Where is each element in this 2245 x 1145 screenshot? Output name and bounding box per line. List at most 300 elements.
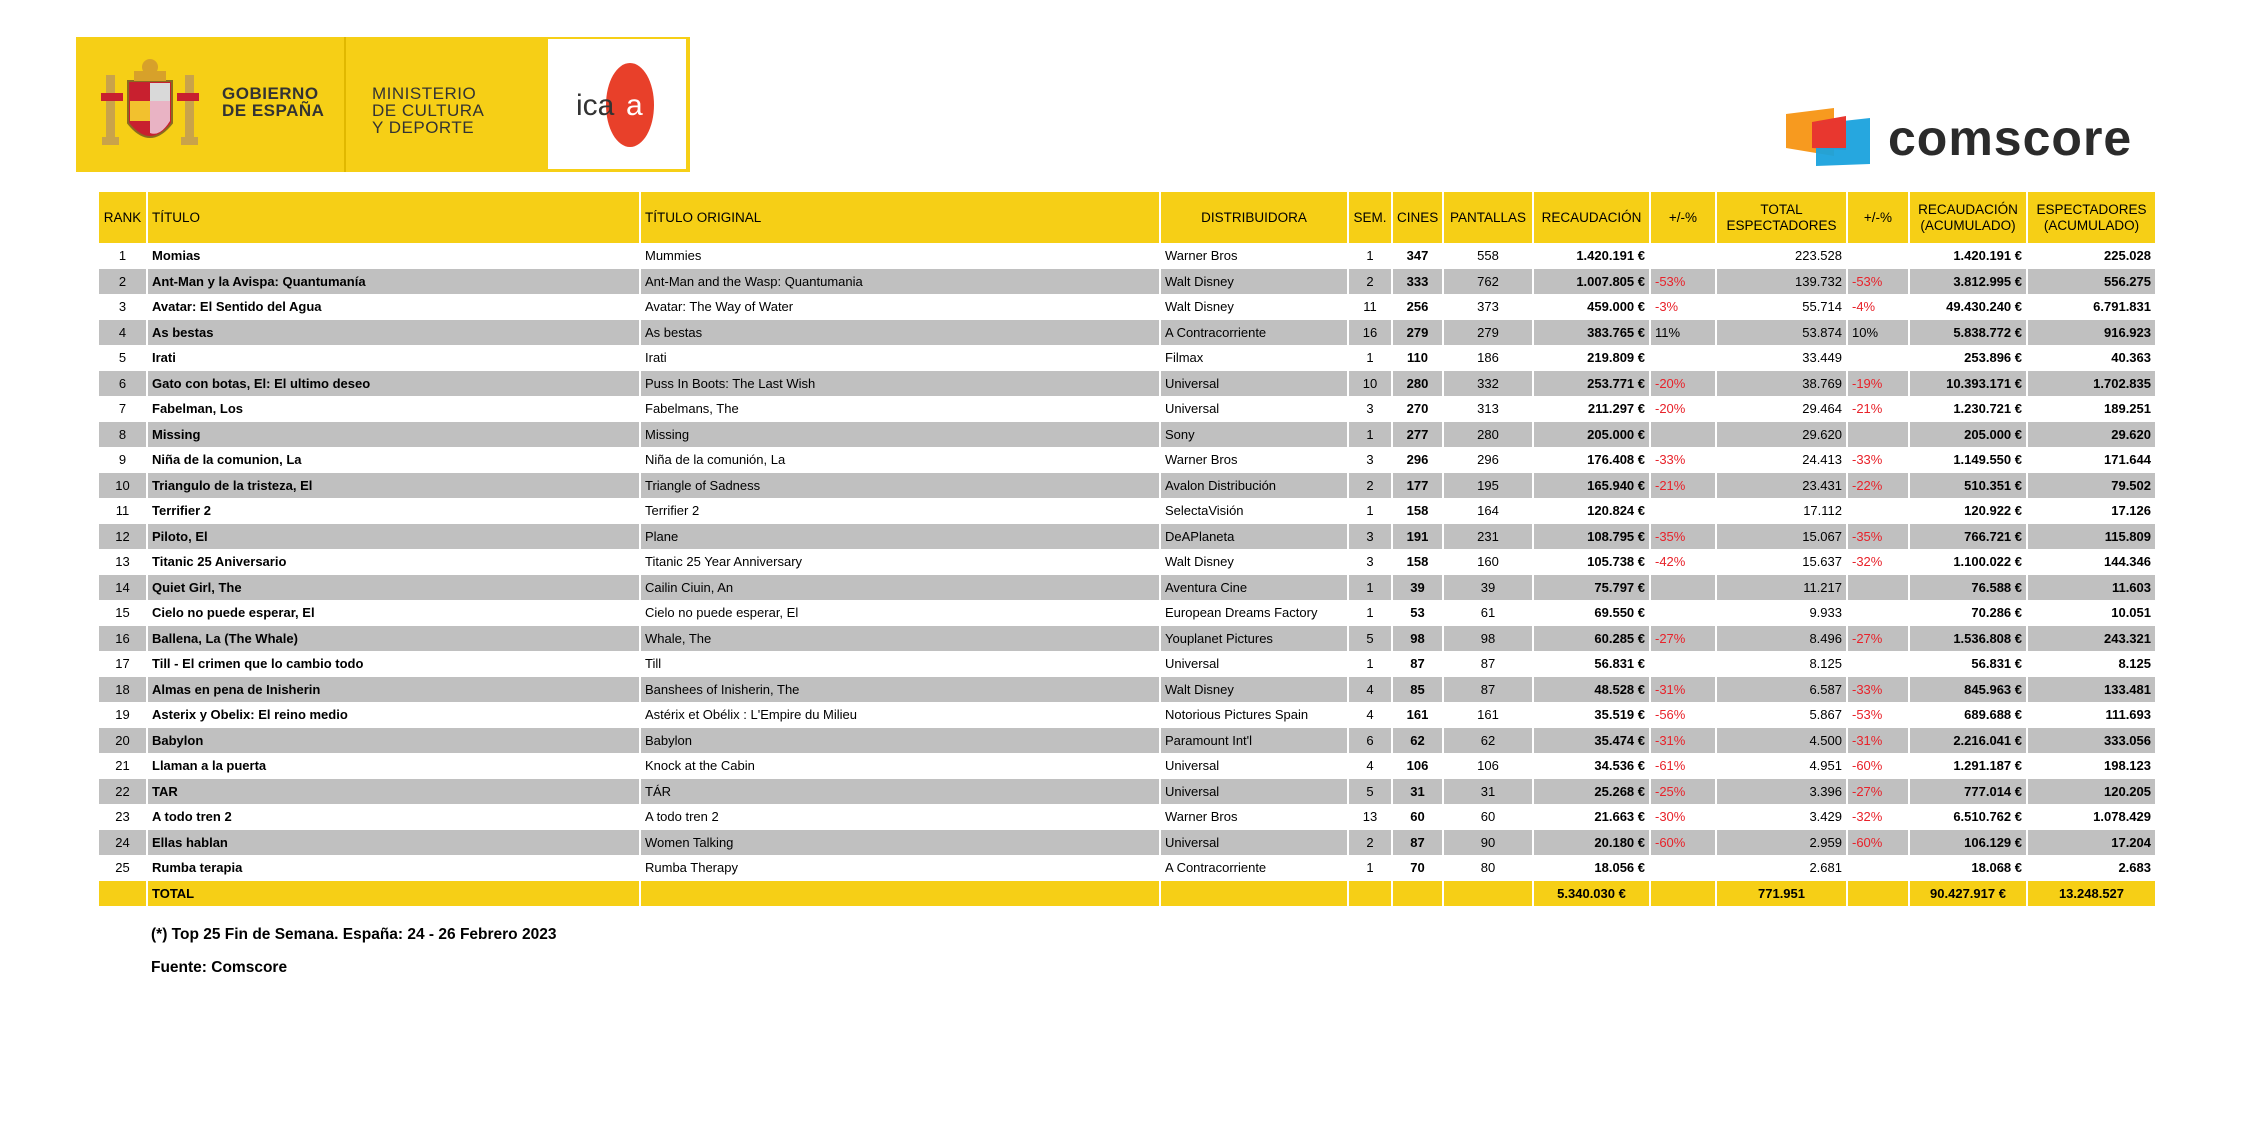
cell-gross: 21.663 € — [1533, 804, 1650, 830]
cell-admissions-change: -32% — [1847, 804, 1909, 830]
cell-gross-cumulative: 70.286 € — [1909, 600, 2027, 626]
table-row — [99, 447, 2156, 473]
cell-distributor: Universal — [1160, 830, 1348, 856]
cell-rank: 11 — [99, 498, 147, 524]
cell-gross-cumulative: 3.812.995 € — [1909, 269, 2027, 295]
cell-cinemas: 270 — [1392, 396, 1443, 422]
cell-weeks: 1 — [1348, 651, 1392, 677]
total-gross: 5.340.030 € — [1533, 881, 1650, 907]
cell-weeks: 1 — [1348, 600, 1392, 626]
cell-weeks: 2 — [1348, 473, 1392, 499]
cell-distributor: A Contracorriente — [1160, 855, 1348, 881]
cell-admissions: 139.732 — [1716, 269, 1847, 295]
cell-gross: 60.285 € — [1533, 626, 1650, 652]
cell-screens: 762 — [1443, 269, 1533, 295]
cell-admissions-cumulative: 243.321 — [2027, 626, 2156, 652]
cell-admissions-cumulative: 2.683 — [2027, 855, 2156, 881]
cell-cinemas: 106 — [1392, 753, 1443, 779]
cell-gross: 69.550 € — [1533, 600, 1650, 626]
total-spacer — [1392, 881, 1443, 907]
cell-screens: 231 — [1443, 524, 1533, 550]
cell-cinemas: 85 — [1392, 677, 1443, 703]
cell-distributor: Walt Disney — [1160, 677, 1348, 703]
cell-cinemas: 277 — [1392, 422, 1443, 448]
total-spacer — [99, 881, 147, 907]
cell-admissions-cumulative: 133.481 — [2027, 677, 2156, 703]
cell-gross: 18.056 € — [1533, 855, 1650, 881]
table-header-row — [99, 192, 2156, 243]
cell-admissions: 17.112 — [1716, 498, 1847, 524]
cell-weeks: 1 — [1348, 345, 1392, 371]
cell-gross: 176.408 € — [1533, 447, 1650, 473]
cell-admissions-cumulative: 6.791.831 — [2027, 294, 2156, 320]
cell-admissions-change — [1847, 855, 1909, 881]
cell-original-title: Cailin Ciuin, An — [640, 575, 1160, 601]
total-row — [99, 881, 2156, 907]
total-spacer — [1847, 881, 1909, 907]
table-row — [99, 575, 2156, 601]
cell-admissions-change — [1847, 345, 1909, 371]
cell-admissions: 3.396 — [1716, 779, 1847, 805]
gobierno-banner — [76, 37, 690, 172]
cell-gross: 211.297 € — [1533, 396, 1650, 422]
cell-gross-cumulative: 5.838.772 € — [1909, 320, 2027, 346]
cell-cinemas: 39 — [1392, 575, 1443, 601]
cell-gross: 25.268 € — [1533, 779, 1650, 805]
cell-weeks: 4 — [1348, 702, 1392, 728]
cell-gross-cumulative: 205.000 € — [1909, 422, 2027, 448]
cell-weeks: 1 — [1348, 855, 1392, 881]
cell-title: Missing — [147, 422, 640, 448]
cell-gross-cumulative: 1.291.187 € — [1909, 753, 2027, 779]
cell-screens: 332 — [1443, 371, 1533, 397]
cell-weeks: 1 — [1348, 243, 1392, 269]
cell-gross-change — [1650, 345, 1716, 371]
cell-title: Ant-Man y la Avispa: Quantumanía — [147, 269, 640, 295]
col-weeks: SEM. — [1348, 192, 1392, 243]
table-row — [99, 549, 2156, 575]
cell-weeks: 1 — [1348, 575, 1392, 601]
cell-distributor: Warner Bros — [1160, 804, 1348, 830]
cell-gross-cumulative: 689.688 € — [1909, 702, 2027, 728]
cell-admissions: 55.714 — [1716, 294, 1847, 320]
cell-cinemas: 177 — [1392, 473, 1443, 499]
cell-gross: 20.180 € — [1533, 830, 1650, 856]
icaa-logo-icon — [572, 57, 664, 149]
cell-admissions-change: -27% — [1847, 779, 1909, 805]
table-row — [99, 753, 2156, 779]
cell-admissions-cumulative: 115.809 — [2027, 524, 2156, 550]
cell-rank: 1 — [99, 243, 147, 269]
cell-admissions-change: -33% — [1847, 677, 1909, 703]
cell-rank: 17 — [99, 651, 147, 677]
cell-screens: 90 — [1443, 830, 1533, 856]
cell-cinemas: 158 — [1392, 498, 1443, 524]
cell-title: Terrifier 2 — [147, 498, 640, 524]
cell-weeks: 4 — [1348, 753, 1392, 779]
cell-admissions-change: -60% — [1847, 830, 1909, 856]
cell-distributor: A Contracorriente — [1160, 320, 1348, 346]
cell-gross-cumulative: 1.230.721 € — [1909, 396, 2027, 422]
cell-screens: 186 — [1443, 345, 1533, 371]
cell-admissions-cumulative: 17.204 — [2027, 830, 2156, 856]
cell-rank: 5 — [99, 345, 147, 371]
cell-gross: 35.474 € — [1533, 728, 1650, 754]
cell-gross-change: -33% — [1650, 447, 1716, 473]
cell-admissions-cumulative: 333.056 — [2027, 728, 2156, 754]
cell-admissions-cumulative: 198.123 — [2027, 753, 2156, 779]
cell-weeks: 13 — [1348, 804, 1392, 830]
cell-distributor: Sony — [1160, 422, 1348, 448]
cell-title: Irati — [147, 345, 640, 371]
cell-title: Llaman a la puerta — [147, 753, 640, 779]
cell-admissions-change: -53% — [1847, 702, 1909, 728]
table-row — [99, 473, 2156, 499]
cell-weeks: 5 — [1348, 779, 1392, 805]
cell-admissions-cumulative: 916.923 — [2027, 320, 2156, 346]
col-admissions: TOTAL ESPECTADORES — [1716, 192, 1847, 243]
cell-weeks: 6 — [1348, 728, 1392, 754]
cell-admissions: 9.933 — [1716, 600, 1847, 626]
cell-gross-change — [1650, 600, 1716, 626]
svg-text:ica: ica — [576, 89, 615, 122]
cell-gross: 120.824 € — [1533, 498, 1650, 524]
cell-admissions: 38.769 — [1716, 371, 1847, 397]
cell-cinemas: 53 — [1392, 600, 1443, 626]
total-spacer — [1348, 881, 1392, 907]
cell-gross-cumulative: 777.014 € — [1909, 779, 2027, 805]
cell-admissions: 3.429 — [1716, 804, 1847, 830]
cell-gross: 108.795 € — [1533, 524, 1650, 550]
svg-text:a: a — [626, 89, 643, 122]
cell-gross-change — [1650, 575, 1716, 601]
cell-gross-change: -25% — [1650, 779, 1716, 805]
cell-admissions: 15.067 — [1716, 524, 1847, 550]
cell-gross-change — [1650, 422, 1716, 448]
cell-rank: 14 — [99, 575, 147, 601]
cell-weeks: 11 — [1348, 294, 1392, 320]
cell-admissions: 53.874 — [1716, 320, 1847, 346]
cell-title: Avatar: El Sentido del Agua — [147, 294, 640, 320]
cell-title: A todo tren 2 — [147, 804, 640, 830]
cell-rank: 12 — [99, 524, 147, 550]
cell-title: As bestas — [147, 320, 640, 346]
cell-gross-change: -3% — [1650, 294, 1716, 320]
cell-gross-cumulative: 76.588 € — [1909, 575, 2027, 601]
cell-gross: 35.519 € — [1533, 702, 1650, 728]
cell-admissions-cumulative: 189.251 — [2027, 396, 2156, 422]
table-row — [99, 677, 2156, 703]
cell-screens: 160 — [1443, 549, 1533, 575]
footnote: (*) Top 25 Fin de Semana. España: 24 - 26 Febrero 2023 — [151, 926, 557, 943]
cell-gross-change — [1650, 855, 1716, 881]
cell-title: Quiet Girl, The — [147, 575, 640, 601]
cell-rank: 4 — [99, 320, 147, 346]
icaa-logo-box — [548, 39, 686, 169]
cell-title: Momias — [147, 243, 640, 269]
cell-gross-change — [1650, 243, 1716, 269]
cell-cinemas: 70 — [1392, 855, 1443, 881]
cell-title: Piloto, El — [147, 524, 640, 550]
cell-original-title: A todo tren 2 — [640, 804, 1160, 830]
cell-screens: 558 — [1443, 243, 1533, 269]
cell-gross-cumulative: 1.100.022 € — [1909, 549, 2027, 575]
cell-distributor: SelectaVisión — [1160, 498, 1348, 524]
cell-gross-cumulative: 510.351 € — [1909, 473, 2027, 499]
cell-original-title: Cielo no puede esperar, El — [640, 600, 1160, 626]
cell-cinemas: 256 — [1392, 294, 1443, 320]
cell-original-title: Rumba Therapy — [640, 855, 1160, 881]
cell-gross-change: -21% — [1650, 473, 1716, 499]
cell-screens: 39 — [1443, 575, 1533, 601]
cell-gross-change: -20% — [1650, 371, 1716, 397]
cell-cinemas: 333 — [1392, 269, 1443, 295]
cell-title: Till - El crimen que lo cambio todo — [147, 651, 640, 677]
cell-title: Cielo no puede esperar, El — [147, 600, 640, 626]
cell-title: Ellas hablan — [147, 830, 640, 856]
cell-distributor: Youplanet Pictures — [1160, 626, 1348, 652]
cell-original-title: Terrifier 2 — [640, 498, 1160, 524]
cell-title: Rumba terapia — [147, 855, 640, 881]
cell-gross-change: -27% — [1650, 626, 1716, 652]
cell-title: Babylon — [147, 728, 640, 754]
cell-gross: 105.738 € — [1533, 549, 1650, 575]
cell-admissions-cumulative: 144.346 — [2027, 549, 2156, 575]
source-note: Fuente: Comscore — [151, 959, 288, 976]
cell-admissions-change: -19% — [1847, 371, 1909, 397]
cell-admissions-change — [1847, 575, 1909, 601]
cell-gross: 75.797 € — [1533, 575, 1650, 601]
cell-gross-change: -61% — [1650, 753, 1716, 779]
cell-screens: 296 — [1443, 447, 1533, 473]
cell-gross: 383.765 € — [1533, 320, 1650, 346]
cell-cinemas: 158 — [1392, 549, 1443, 575]
cell-original-title: Banshees of Inisherin, The — [640, 677, 1160, 703]
col-gross-cumulative: RECAUDACIÓN (ACUMULADO) — [1909, 192, 2027, 243]
table-row — [99, 371, 2156, 397]
cell-original-title: Triangle of Sadness — [640, 473, 1160, 499]
cell-admissions-cumulative: 10.051 — [2027, 600, 2156, 626]
cell-admissions-change: -27% — [1847, 626, 1909, 652]
cell-admissions: 29.464 — [1716, 396, 1847, 422]
table-row — [99, 396, 2156, 422]
cell-gross: 205.000 € — [1533, 422, 1650, 448]
cell-admissions-change: -31% — [1847, 728, 1909, 754]
cell-gross-cumulative: 18.068 € — [1909, 855, 2027, 881]
cell-gross: 253.771 € — [1533, 371, 1650, 397]
cell-title: Titanic 25 Aniversario — [147, 549, 640, 575]
cell-admissions: 24.413 — [1716, 447, 1847, 473]
col-cinemas: CINES — [1392, 192, 1443, 243]
cell-admissions-change: -53% — [1847, 269, 1909, 295]
cell-admissions-change: -21% — [1847, 396, 1909, 422]
cell-admissions: 33.449 — [1716, 345, 1847, 371]
cell-gross: 1.420.191 € — [1533, 243, 1650, 269]
cell-original-title: Knock at the Cabin — [640, 753, 1160, 779]
cell-distributor: Walt Disney — [1160, 294, 1348, 320]
table-row — [99, 422, 2156, 448]
cell-gross-cumulative: 56.831 € — [1909, 651, 2027, 677]
cell-distributor: Filmax — [1160, 345, 1348, 371]
cell-weeks: 16 — [1348, 320, 1392, 346]
cell-weeks: 4 — [1348, 677, 1392, 703]
cell-admissions-change — [1847, 498, 1909, 524]
cell-original-title: TÁR — [640, 779, 1160, 805]
cell-weeks: 3 — [1348, 549, 1392, 575]
cell-title: Gato con botas, El: El ultimo deseo — [147, 371, 640, 397]
cell-gross-cumulative: 6.510.762 € — [1909, 804, 2027, 830]
cell-admissions-cumulative: 79.502 — [2027, 473, 2156, 499]
cell-distributor: Universal — [1160, 651, 1348, 677]
cell-admissions-change: 10% — [1847, 320, 1909, 346]
table-body — [99, 243, 2156, 881]
cell-admissions: 29.620 — [1716, 422, 1847, 448]
cell-admissions-cumulative: 225.028 — [2027, 243, 2156, 269]
table-row — [99, 651, 2156, 677]
cell-admissions: 15.637 — [1716, 549, 1847, 575]
cell-admissions: 223.528 — [1716, 243, 1847, 269]
cell-rank: 24 — [99, 830, 147, 856]
box-office-table — [99, 192, 2157, 906]
cell-gross-change: -31% — [1650, 728, 1716, 754]
col-screens: PANTALLAS — [1443, 192, 1533, 243]
cell-admissions-change: -32% — [1847, 549, 1909, 575]
cell-screens: 161 — [1443, 702, 1533, 728]
cell-admissions-change — [1847, 243, 1909, 269]
cell-gross-cumulative: 845.963 € — [1909, 677, 2027, 703]
cell-original-title: Niña de la comunión, La — [640, 447, 1160, 473]
cell-admissions: 2.681 — [1716, 855, 1847, 881]
cell-rank: 22 — [99, 779, 147, 805]
gobierno-espana-text: GOBIERNO DE ESPAÑA — [222, 84, 325, 120]
table-row — [99, 269, 2156, 295]
cell-original-title: Puss In Boots: The Last Wish — [640, 371, 1160, 397]
cell-weeks: 2 — [1348, 830, 1392, 856]
total-admissions-cumulative: 13.248.527 — [2027, 881, 2156, 907]
table-row — [99, 243, 2156, 269]
table-row — [99, 600, 2156, 626]
cell-screens: 87 — [1443, 651, 1533, 677]
cell-cinemas: 60 — [1392, 804, 1443, 830]
cell-weeks: 2 — [1348, 269, 1392, 295]
cell-rank: 9 — [99, 447, 147, 473]
cell-gross-cumulative: 2.216.041 € — [1909, 728, 2027, 754]
cell-admissions: 4.500 — [1716, 728, 1847, 754]
comscore-logo — [1786, 108, 2170, 168]
cell-title: Ballena, La (The Whale) — [147, 626, 640, 652]
cell-title: Fabelman, Los — [147, 396, 640, 422]
cell-gross-cumulative: 766.721 € — [1909, 524, 2027, 550]
cell-admissions-change — [1847, 422, 1909, 448]
cell-rank: 8 — [99, 422, 147, 448]
cell-admissions-change: -22% — [1847, 473, 1909, 499]
cell-weeks: 1 — [1348, 422, 1392, 448]
cell-gross-change: 11% — [1650, 320, 1716, 346]
cell-original-title: Avatar: The Way of Water — [640, 294, 1160, 320]
cell-original-title: Missing — [640, 422, 1160, 448]
cell-rank: 19 — [99, 702, 147, 728]
cell-gross-change: -53% — [1650, 269, 1716, 295]
cell-gross-cumulative: 253.896 € — [1909, 345, 2027, 371]
cell-cinemas: 296 — [1392, 447, 1443, 473]
cell-gross: 56.831 € — [1533, 651, 1650, 677]
total-label: TOTAL — [147, 881, 640, 907]
cell-admissions-cumulative: 29.620 — [2027, 422, 2156, 448]
cell-screens: 164 — [1443, 498, 1533, 524]
cell-title: Asterix y Obelix: El reino medio — [147, 702, 640, 728]
cell-admissions-change — [1847, 651, 1909, 677]
col-admissions-cumulative: ESPECTADORES (ACUMULADO) — [2027, 192, 2156, 243]
cell-rank: 21 — [99, 753, 147, 779]
cell-original-title: Mummies — [640, 243, 1160, 269]
cell-rank: 23 — [99, 804, 147, 830]
cell-gross-cumulative: 106.129 € — [1909, 830, 2027, 856]
cell-distributor: Avalon Distribución — [1160, 473, 1348, 499]
cell-original-title: Women Talking — [640, 830, 1160, 856]
cell-screens: 195 — [1443, 473, 1533, 499]
cell-original-title: Plane — [640, 524, 1160, 550]
cell-cinemas: 279 — [1392, 320, 1443, 346]
cell-original-title: Ant-Man and the Wasp: Quantumania — [640, 269, 1160, 295]
col-admissions-change: +/-% — [1847, 192, 1909, 243]
total-admissions: 771.951 — [1716, 881, 1847, 907]
cell-screens: 313 — [1443, 396, 1533, 422]
col-gross-change: +/-% — [1650, 192, 1716, 243]
cell-original-title: Titanic 25 Year Anniversary — [640, 549, 1160, 575]
cell-gross: 165.940 € — [1533, 473, 1650, 499]
cell-cinemas: 110 — [1392, 345, 1443, 371]
cell-screens: 279 — [1443, 320, 1533, 346]
cell-distributor: DeAPlaneta — [1160, 524, 1348, 550]
cell-admissions-cumulative: 111.693 — [2027, 702, 2156, 728]
cell-cinemas: 87 — [1392, 651, 1443, 677]
cell-gross: 219.809 € — [1533, 345, 1650, 371]
table-row — [99, 498, 2156, 524]
cell-distributor: Universal — [1160, 779, 1348, 805]
cell-distributor: Warner Bros — [1160, 447, 1348, 473]
cell-distributor: Paramount Int'l — [1160, 728, 1348, 754]
table-row — [99, 702, 2156, 728]
cell-gross-cumulative: 1.420.191 € — [1909, 243, 2027, 269]
cell-gross: 459.000 € — [1533, 294, 1650, 320]
cell-admissions-cumulative: 556.275 — [2027, 269, 2156, 295]
cell-gross-change: -30% — [1650, 804, 1716, 830]
cell-gross-change: -35% — [1650, 524, 1716, 550]
cell-cinemas: 98 — [1392, 626, 1443, 652]
cell-original-title: Fabelmans, The — [640, 396, 1160, 422]
cell-weeks: 3 — [1348, 396, 1392, 422]
cell-screens: 87 — [1443, 677, 1533, 703]
cell-original-title: Irati — [640, 345, 1160, 371]
cell-distributor: Notorious Pictures Spain — [1160, 702, 1348, 728]
cell-original-title: Till — [640, 651, 1160, 677]
ministry-text: MINISTERIO DE CULTURA Y DEPORTE — [372, 84, 485, 137]
table-row — [99, 626, 2156, 652]
cell-weeks: 1 — [1348, 498, 1392, 524]
cell-gross-change: -31% — [1650, 677, 1716, 703]
cell-cinemas: 280 — [1392, 371, 1443, 397]
cell-screens: 98 — [1443, 626, 1533, 652]
cell-admissions-cumulative: 120.205 — [2027, 779, 2156, 805]
cell-admissions: 5.867 — [1716, 702, 1847, 728]
cell-admissions: 6.587 — [1716, 677, 1847, 703]
cell-weeks: 5 — [1348, 626, 1392, 652]
cell-gross-cumulative: 1.536.808 € — [1909, 626, 2027, 652]
cell-admissions-cumulative: 11.603 — [2027, 575, 2156, 601]
cell-admissions-cumulative: 171.644 — [2027, 447, 2156, 473]
col-original-title: TÍTULO ORIGINAL — [640, 192, 1160, 243]
cell-admissions-change: -4% — [1847, 294, 1909, 320]
